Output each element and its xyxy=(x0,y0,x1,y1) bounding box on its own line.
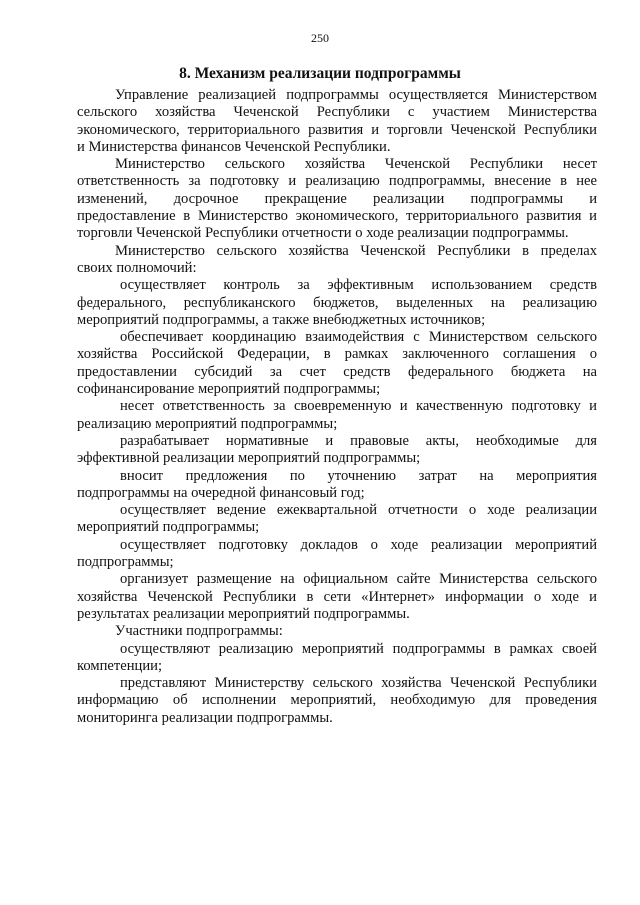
text-line: обеспечивает координацию взаимодействия с Министерством сельского xyxy=(120,329,597,346)
text-line: организует размещение на официальном сайте Министерства сельского xyxy=(120,571,597,588)
page-number: 250 xyxy=(311,31,329,45)
text-line: информацию об исполнении мероприятий, необходимую для проведения xyxy=(77,692,597,709)
text-line: мероприятий подпрограммы; xyxy=(77,519,260,536)
text-line: и Министерства финансов Чеченской Республики. xyxy=(77,138,391,155)
text-line: осуществляют реализацию мероприятий подпрограммы в рамках своей xyxy=(120,640,597,657)
text-line: экономического, территориального развития и торговли Чеченской Республики xyxy=(77,121,597,138)
text-line: вносит предложения по уточнению затрат на мероприятия xyxy=(120,467,597,484)
text-line: предоставлении субсидий за счет средств федерального бюджета на xyxy=(77,363,597,380)
text-line: Министерство сельского хозяйства Чеченской Республики в пределах xyxy=(115,242,597,259)
text-line: своих полномочий: xyxy=(77,259,197,276)
text-line: несет ответственность за своевременную и качественную подготовку и xyxy=(120,398,597,415)
text-line: мониторинга реализации подпрограммы. xyxy=(77,709,333,726)
text-line: торговли Чеченской Республики отчетности о ходе реализации подпрограммы. xyxy=(77,225,569,242)
text-line: компетенции; xyxy=(77,657,163,674)
text-line: предоставление в Министерство экономического, территориального развития и xyxy=(77,208,597,225)
text-line: софинансирование мероприятий подпрограммы; xyxy=(77,381,381,398)
text-line: хозяйства Российской Федерации, в рамках заключенного соглашения о xyxy=(77,346,597,363)
text-line: Управление реализацией подпрограммы осуществляется Министерством xyxy=(115,87,597,103)
text-line: федерального, республиканского бюджетов, выделенных на реализацию xyxy=(77,294,597,311)
text-line: Министерство сельского хозяйства Чеченской Республики несет xyxy=(115,156,597,173)
text-line: представляют Министерству сельского хозяйства Чеченской Республики xyxy=(120,675,597,692)
section-body xyxy=(77,87,597,727)
text-line: осуществляет ведение ежеквартальной отчетности о ходе реализации xyxy=(120,502,597,519)
text-line: результатах реализации мероприятий подпрограммы. xyxy=(77,605,410,622)
text-line: подпрограммы; xyxy=(77,554,174,571)
text-line: мероприятий подпрограммы, а также внебюджетных источников; xyxy=(77,311,486,328)
text-line: разрабатывает нормативные и правовые акты, необходимые для xyxy=(120,432,597,449)
text-line: эффективной реализации мероприятий подпрограммы; xyxy=(77,450,421,467)
text-line: хозяйства Чеченской Республики в сети «Интернет» информации о ходе и xyxy=(77,588,597,605)
text-line: изменений, досрочное прекращение реализации подпрограммы и xyxy=(77,190,597,207)
text-line: реализацию мероприятий подпрограммы; xyxy=(77,415,338,432)
text-line: ответственность за подготовку и реализацию подпрограммы, внесение в нее xyxy=(77,173,597,190)
text-line: подпрограммы на очередной финансовый год; xyxy=(77,484,365,501)
section-title: 8. Механизм реализации подпрограммы xyxy=(179,65,461,82)
text-line: сельского хозяйства Чеченской Республики с участием Министерства xyxy=(77,104,597,121)
text-line: осуществляет подготовку докладов о ходе реализации мероприятий xyxy=(120,536,597,553)
text-line: осуществляет контроль за эффективным использованием средств xyxy=(120,277,597,294)
text-line: Участники подпрограммы: xyxy=(115,623,283,640)
